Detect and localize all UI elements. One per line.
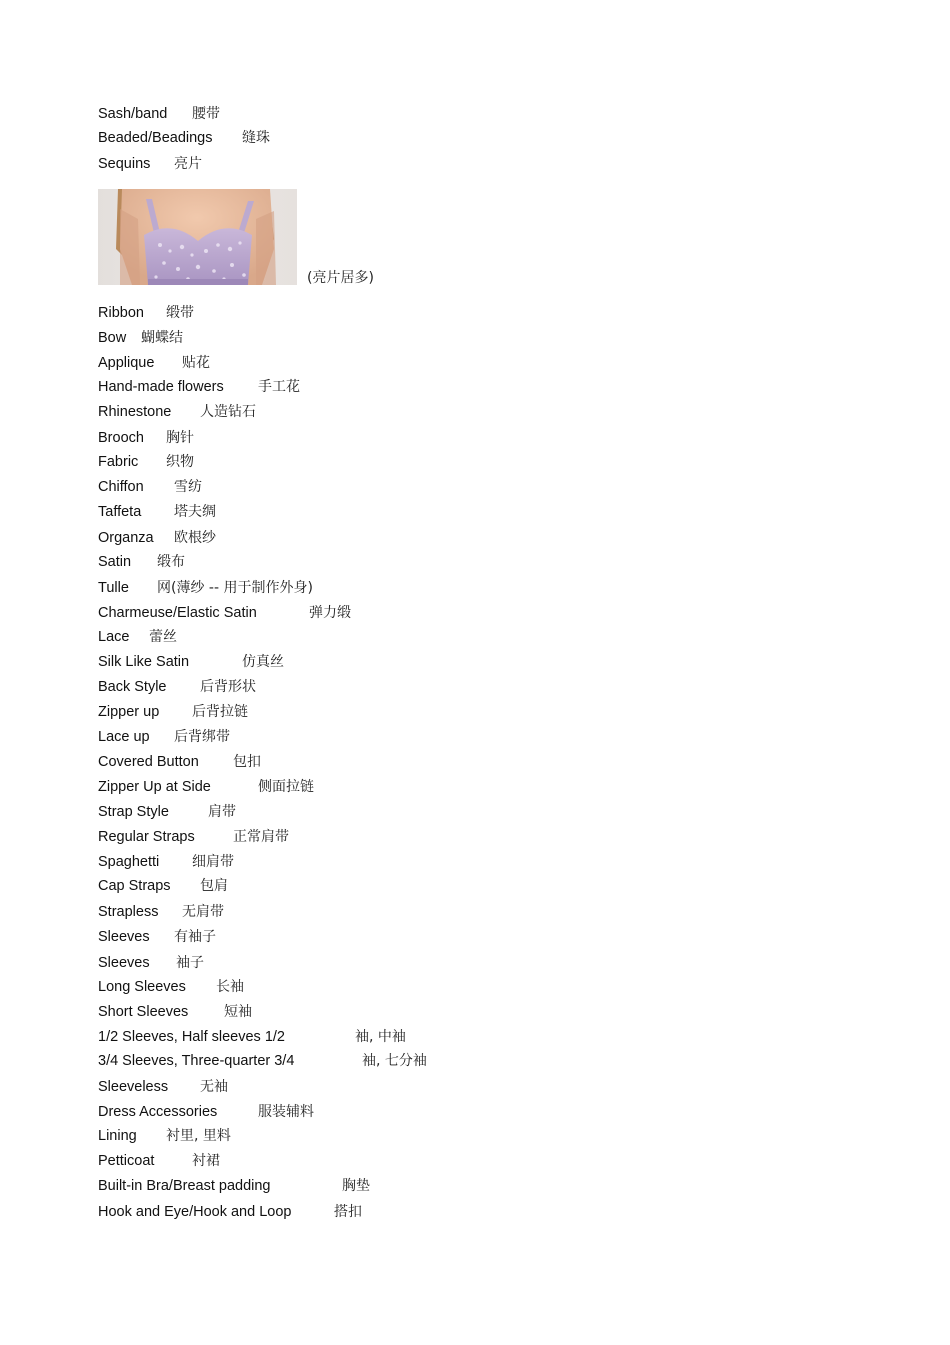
term-zh: 细肩带 [192, 854, 234, 870]
term-zh: 网(薄纱 -- 用于制作外身) [157, 580, 313, 596]
term-zh: 无肩带 [182, 904, 224, 920]
term-en: Spaghetti [98, 854, 160, 870]
term-zh: 包扣 [233, 754, 261, 770]
term-zh: 短袖 [224, 1004, 252, 1020]
term-zh: 衬裙 [192, 1153, 220, 1169]
term-en: Chiffon [98, 479, 144, 495]
term-en: Lining [98, 1128, 137, 1144]
term-zh: 蕾丝 [149, 629, 177, 645]
term-en: Lace up [98, 729, 150, 745]
term-zh: 亮片 [174, 156, 202, 172]
term-en: Built-in Bra/Breast padding [98, 1178, 271, 1194]
term-zh: 贴花 [182, 355, 210, 371]
sequin-dress-photo [98, 189, 297, 285]
term-zh: 蝴蝶结 [141, 330, 183, 346]
term-en: Dress Accessories [98, 1104, 218, 1120]
term-en: Short Sleeves [98, 1004, 189, 1020]
term-en: 1/2 Sleeves, Half sleeves 1/2 [98, 1029, 285, 1045]
term-en: Charmeuse/Elastic Satin [98, 605, 257, 621]
term-zh: 服装辅料 [258, 1104, 314, 1120]
term-zh: 胸针 [166, 430, 194, 446]
term-en: Covered Button [98, 754, 199, 770]
term-en: Back Style [98, 679, 167, 695]
term-zh: 弹力缎 [309, 605, 351, 621]
term-zh: 长袖 [216, 979, 244, 995]
term-zh: 有袖子 [174, 929, 216, 945]
term-zh: 包肩 [200, 878, 228, 894]
term-zh: 雪纺 [174, 479, 202, 495]
term-en: Bow [98, 330, 127, 346]
term-en: Regular Straps [98, 829, 195, 845]
term-en: Sash/band [98, 106, 168, 122]
term-en: Hand-made flowers [98, 379, 224, 395]
term-en: 3/4 Sleeves, Three-quarter 3/4 [98, 1053, 295, 1069]
term-en: Beaded/Beadings [98, 130, 213, 146]
term-zh: 袖, 中袖 [355, 1029, 406, 1045]
term-en: Cap Straps [98, 878, 171, 894]
term-zh: 缎布 [157, 554, 185, 570]
term-zh: 搭扣 [334, 1204, 362, 1220]
term-zh: 仿真丝 [242, 654, 284, 670]
term-en: Sequins [98, 156, 151, 172]
term-zh: 腰带 [192, 106, 220, 122]
term-zh: 织物 [166, 454, 194, 470]
term-en: Ribbon [98, 305, 144, 321]
term-zh: 缎带 [166, 305, 194, 321]
term-zh: 缝珠 [242, 130, 270, 146]
term-en: Strap Style [98, 804, 169, 820]
term-zh: 后背拉链 [192, 704, 248, 720]
term-en: Sleeveless [98, 1079, 169, 1095]
term-en: Organza [98, 530, 154, 546]
term-en: Rhinestone [98, 404, 172, 420]
term-zh: 侧面拉链 [258, 779, 314, 795]
term-zh: 无袖 [200, 1079, 228, 1095]
term-zh: 后背绑带 [174, 729, 230, 745]
term-en: Lace [98, 629, 130, 645]
term-zh: 后背形状 [200, 679, 256, 695]
term-en: Silk Like Satin [98, 654, 190, 670]
term-en: Brooch [98, 430, 144, 446]
term-en: Sleeves [98, 955, 150, 971]
term-zh: 人造钻石 [200, 404, 256, 420]
term-en: Strapless [98, 904, 159, 920]
term-zh: 袖, 七分袖 [362, 1053, 427, 1069]
term-zh: 手工花 [258, 379, 300, 395]
term-en: Hook and Eye/Hook and Loop [98, 1204, 292, 1220]
term-zh: 胸垫 [342, 1178, 370, 1194]
term-zh: 正常肩带 [233, 829, 289, 845]
term-en: Taffeta [98, 504, 142, 520]
term-en: Petticoat [98, 1153, 155, 1169]
term-zh: 欧根纱 [174, 530, 216, 546]
term-en: Tulle [98, 580, 129, 596]
term-en: Applique [98, 355, 155, 371]
term-en: Zipper Up at Side [98, 779, 211, 795]
term-en: Long Sleeves [98, 979, 186, 995]
photo-caption: (亮片居多) [307, 270, 374, 286]
term-en: Fabric [98, 454, 139, 470]
term-zh: 衬里, 里料 [166, 1128, 231, 1144]
term-zh: 塔夫绸 [174, 504, 216, 520]
term-zh: 袖子 [176, 955, 204, 971]
term-en: Satin [98, 554, 132, 570]
term-en: Sleeves [98, 929, 150, 945]
term-en: Zipper up [98, 704, 160, 720]
term-zh: 肩带 [208, 804, 236, 820]
